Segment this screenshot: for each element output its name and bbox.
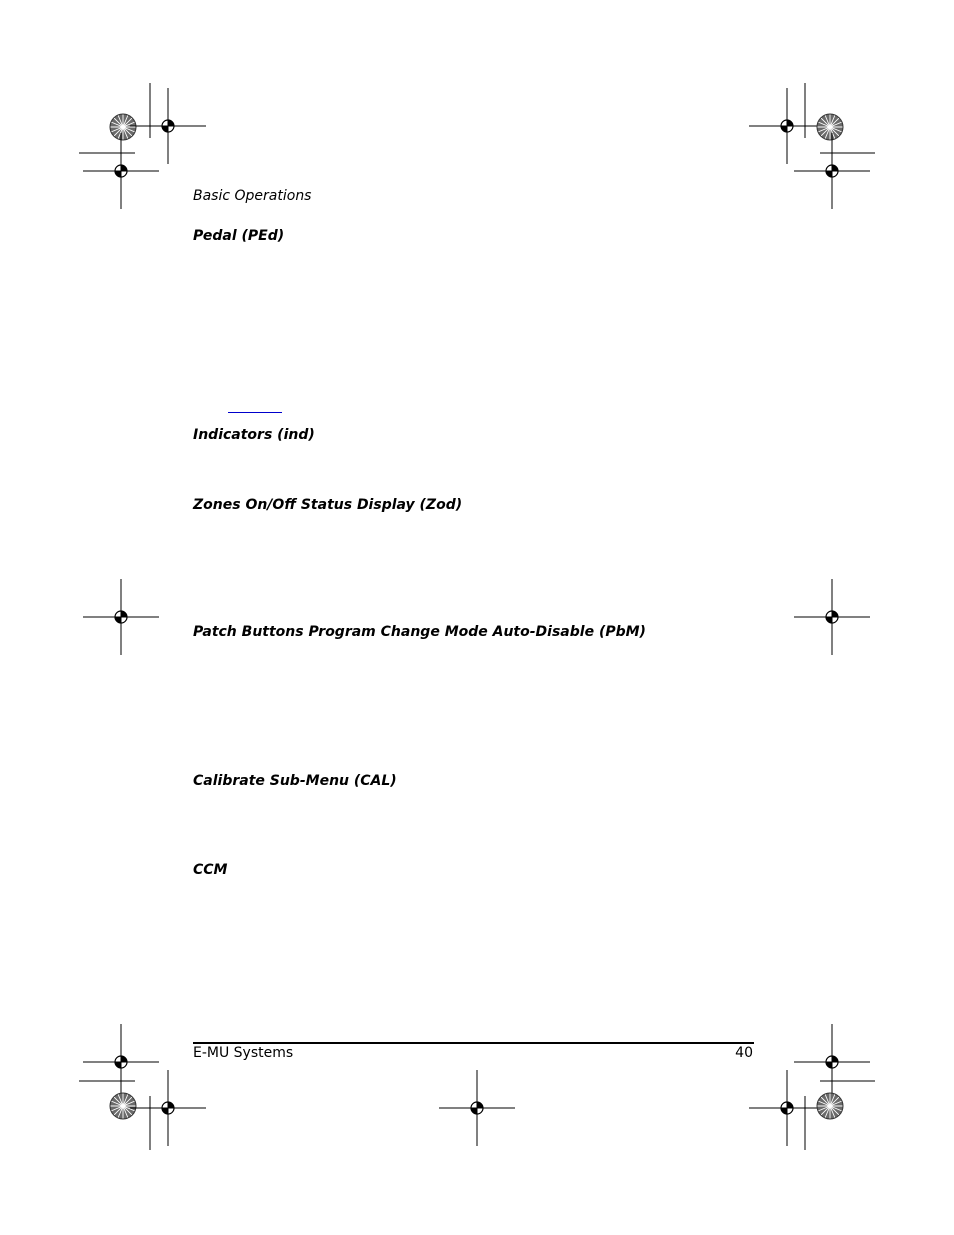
registration-mark-icon: [83, 1024, 159, 1100]
starburst-target-icon: [817, 114, 843, 140]
registration-mark-icon: [83, 579, 159, 655]
registration-mark-icon: [439, 1070, 515, 1146]
registration-mark-icon: [794, 1024, 870, 1100]
section-heading-indicators: Indicators (ind): [193, 427, 315, 443]
section-heading-calibrate: Calibrate Sub-Menu (CAL): [193, 773, 397, 789]
registration-mark-icon: [749, 88, 825, 164]
registration-mark-icon: [130, 1070, 206, 1146]
section-heading-pedal: Pedal (PEd): [193, 228, 285, 244]
section-heading-ccm: CCM: [193, 862, 228, 878]
starburst-target-icon: [110, 114, 136, 140]
starburst-target-icon: [817, 1093, 843, 1119]
registration-mark-icon: [794, 133, 870, 209]
running-head: Basic Operations: [193, 188, 312, 204]
footer-company: E-MU Systems: [193, 1045, 294, 1061]
section-heading-patch-buttons: Patch Buttons Program Change Mode Auto-Disable (PbM): [193, 624, 646, 640]
registration-mark-icon: [130, 88, 206, 164]
registration-mark-icon: [83, 133, 159, 209]
footer-rule: [193, 1042, 754, 1044]
page-number: 40: [735, 1045, 753, 1061]
registration-mark-icon: [794, 579, 870, 655]
starburst-target-icon: [110, 1093, 136, 1119]
section-heading-zones-status: Zones On/Off Status Display (Zod): [193, 497, 463, 513]
registration-mark-icon: [749, 1070, 825, 1146]
hyperlink-underline[interactable]: [228, 412, 282, 413]
